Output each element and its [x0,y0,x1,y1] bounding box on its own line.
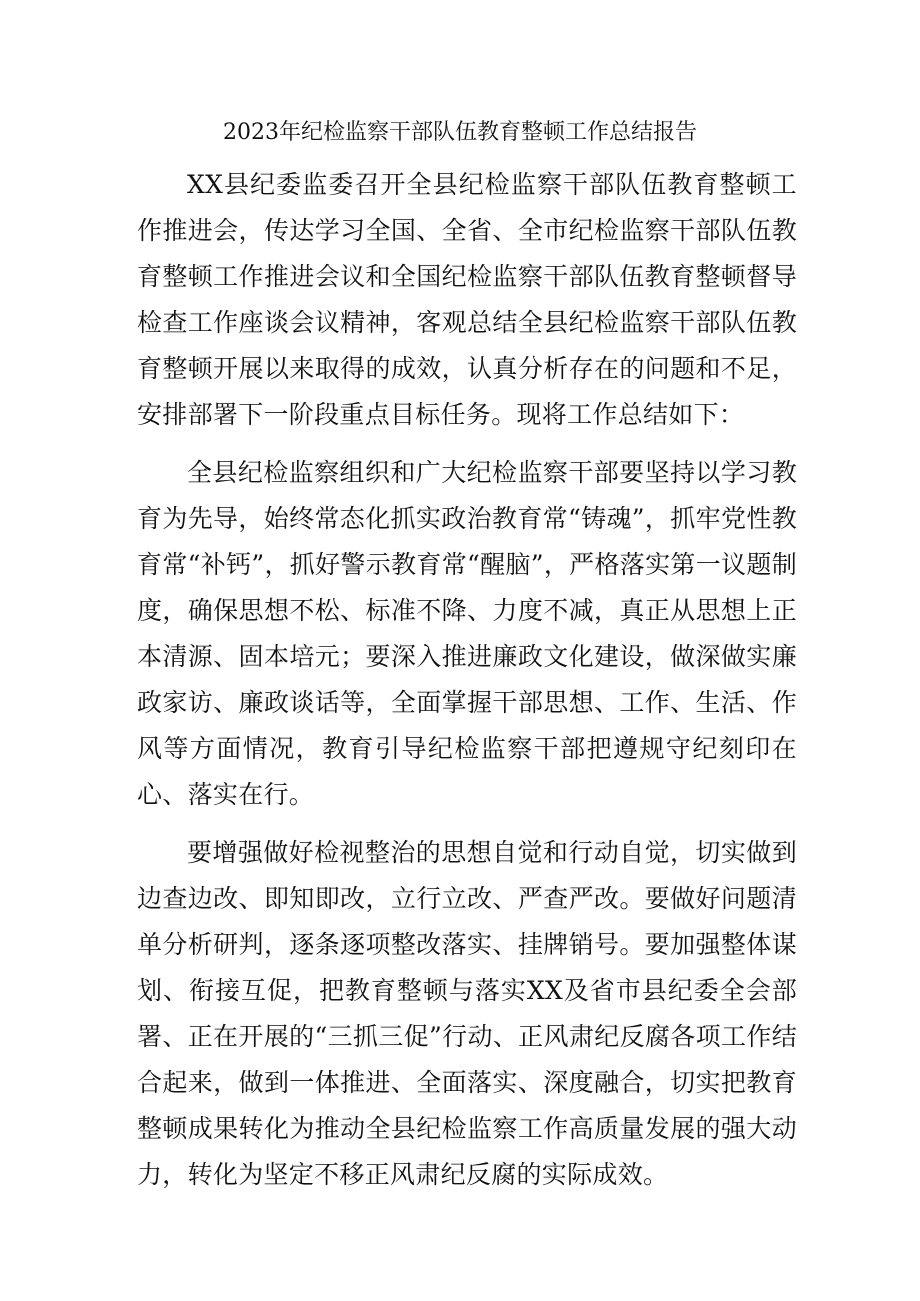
paragraph-learning-education: 全县纪检监察组织和广大纪检监察干部要坚持以学习教育为先导，始终常态化抓实政治教育常“铸魂”，抓牢党性教育常“补钙”，抓好警示教育常“醒脑”，严格落实第一议题制度，确保思想不松、标准不降、力度不减，真正从思想上正本清源、固本培元；要深入推进廉政文化建设，做深做实廉政家访、廉政谈话等，全面掌握干部思想、工作、生活、作风等方面情况，教育引导纪检监察干部把遵规守纪刻印在心、落实在行。 [137,458,797,809]
document-title: 2023年纪检监察干部队伍教育整顿工作总结报告 [223,120,697,145]
paragraph-inspection-rectification: 要增强做好检视整治的思想自觉和行动自觉，切实做到边查边改、即知即改，立行立改、严查严改。要做好问题清单分析研判，逐条逐项整改落实、挂牌销号。要加强整体谋划、衔接互促，把教育整顿与落实XX及省市县纪委全会部署、正在开展的“三抓三促”行动、正风肃纪反腐各项工作结合起来，做到一体推进、全面落实、深度融合，切实把教育整顿成果转化为推动全县纪检监察工作高质量发展的强大动力，转化为坚定不移正风肃纪反腐的实际成效。 [137,838,797,1189]
paragraph-intro: XX县纪委监委召开全县纪检监察干部队伍教育整顿工作推进会，传达学习全国、全省、全市纪检监察干部队伍教育整顿工作推进会议和全国纪检监察干部队伍教育整顿督导检查工作座谈会议精神，客观总结全县纪检监察干部队伍教育整顿开展以来取得的成效，认真分析存在的问题和不足，安排部署下一阶段重点目标任务。现将工作总结如下： [137,170,797,429]
document-body [137,162,797,1210]
